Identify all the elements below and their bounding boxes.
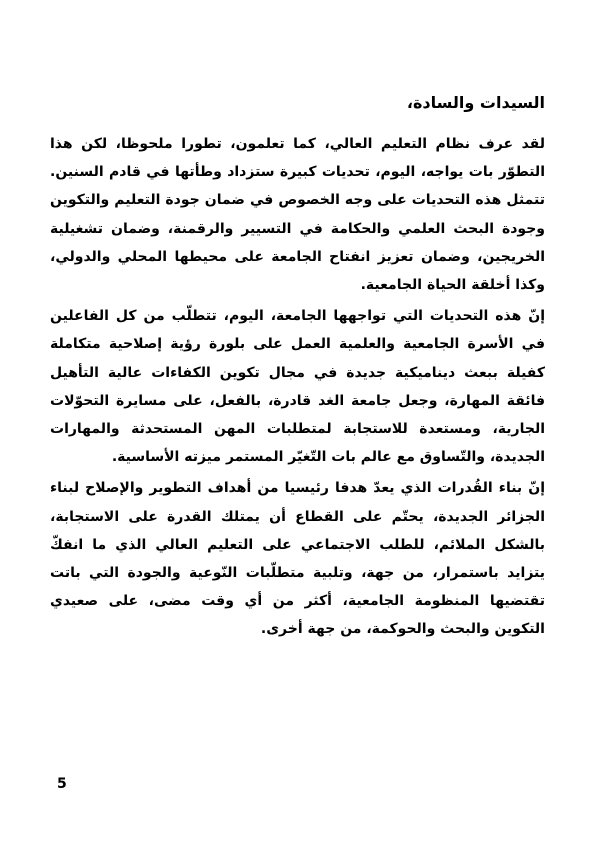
page-body bbox=[50, 90, 545, 647]
salutation-heading: السيدات والسادة، bbox=[406, 93, 545, 112]
paragraph-1: لقد عرف نظام التعليم العالي، كما تعلمون، تطورا ملحوظا، لكن هذا التطوّر بات يواجه، اليوم، تحديات كبيرة ستزداد وطأتها في قادم السنين. تتمثل هذه التحديات على وجه الخصوص في ضمان جودة التعليم والتكوين وجودة البحث العلمي والحكامة في التسيير والرقمنة، وضمان تشغيلية الخريجين، وضمان تعزيز انفتاح الجامعة على محيطها المحلي والدولي، وكذا أخلقة الحياة الجامعية. bbox=[50, 136, 545, 294]
page-number: 5 bbox=[57, 776, 67, 792]
paragraph-3: إنّ بناء القُدرات الذي يعدّ هدفا رئيسيا من أهداف التطوير والإصلاح لبناء الجزائر الجديدة، يحتّم على القطاع أن يمتلك القدرة على الاستجابة، بالشكل الملائم، للطلب الاجتماعي على التعليم العالي الذي ما انفكّ يتزايد باستمرار، من جهة، وتلبية متطلّبات النّوعية والجودة التي باتت تقتضيها المنظومة الجامعية، أكثر من أي وقت مضى، على صعيدي التكوين والبحث والحوكمة، من جهة أخرى. bbox=[50, 480, 545, 638]
paragraph-2: إنّ هذه التحديات التي تواجهها الجامعة، اليوم، تتطلّب من كل الفاعلين في الأسرة الجامعية والعلمية العمل على بلورة رؤية إصلاحية متكاملة كفيلة ببعث ديناميكية جديدة في مجال تكوين الكفاءات عالية التأهيل فائقة المهارة، وجعل جامعة الغد قادرة، بالفعل، على مسايرة التحوّلات الجارية، ومستعدة للاستجابة لمتطلبات المهن المستحدثة والمهارات الجديدة، والتّساوق مع عالم بات التّغيّر المستمر ميزته الأساسية. bbox=[50, 308, 545, 466]
